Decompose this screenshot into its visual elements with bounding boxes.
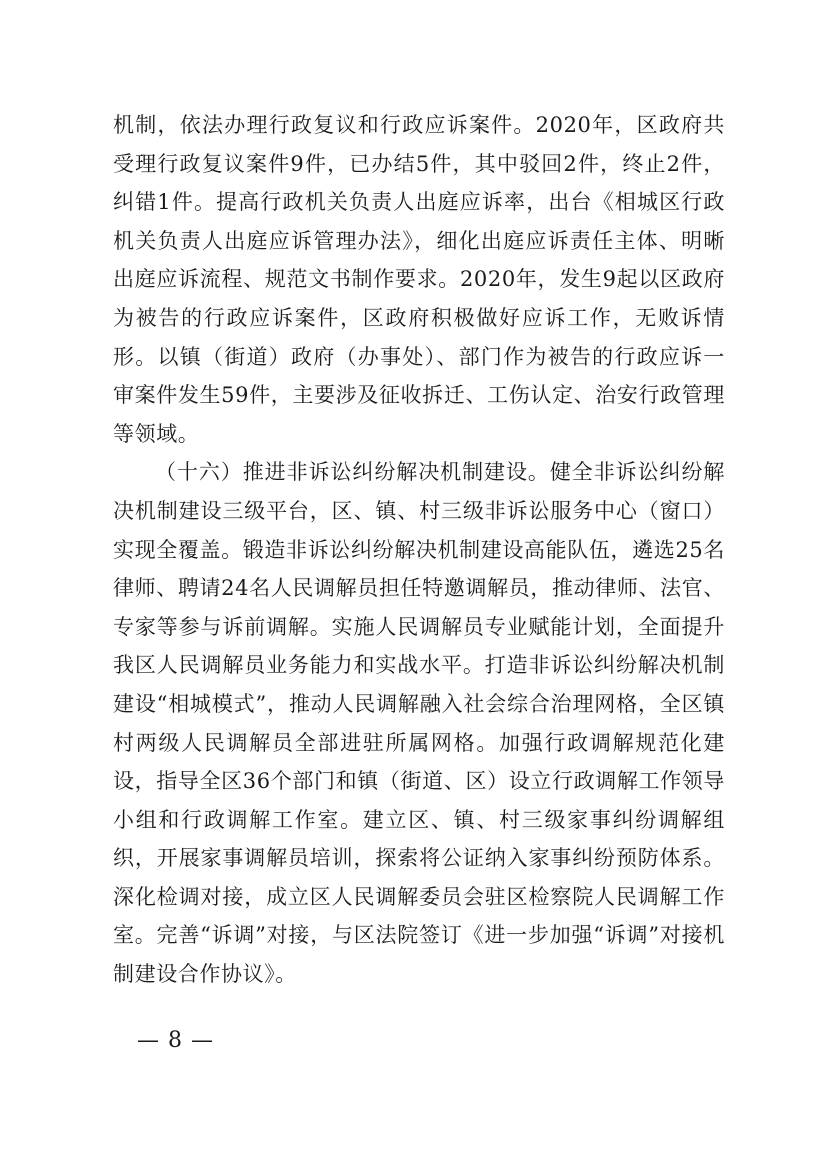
paragraph-administrative-litigation: 机制，依法办理行政复议和行政应诉案件。2020年，区政府共受理行政复议案件9件，已办结5件，其中驳回2件，终止2件，纠错1件。提高行政机关负责人出庭应诉率，出台《相城区行政机关负责人出庭应诉管理办法》，细化出庭应诉责任主体、明晰出庭应诉流程、规范文书制作要求。2020年，发生9起以区政府为被告的行政应诉案件，区政府积极做好应诉工作，无败诉情形。以镇（街道）政府（办事处）、部门作为被告的行政应诉一审案件发生59件，主要涉及征收拆迁、工伤认定、治安行政管理等领域。	[113, 113, 725, 446]
paragraph-non-litigation-dispute: （十六）推进非诉讼纠纷解决机制建设。健全非诉讼纠纷解决机制建设三级平台，区、镇、村三级非诉讼服务中心（窗口）实现全覆盖。锻造非诉讼纠纷解决机制建设高能队伍，遴选25名律师、聘请24名人民调解员担任特邀调解员，推动律师、法官、专家等参与诉前调解。实施人民调解员专业赋能计划，全面提升我区人民调解员业务能力和实战水平。打造非诉讼纠纷解决机制建设“相城模式”，推动人民调解融入社会综合治理网格，全区镇村两级人民调解员全部进驻所属网格。加强行政调解规范化建设，指导全区36个部门和镇（街道、区）设立行政调解工作领导小组和行政调解工作室。建立区、镇、村三级家事纠纷调解组织，开展家事调解员培训，探索将公证纳入家事纠纷预防体系。深化检调对接，成立区人民调解委员会驻区检察院人民调解工作室。完善“诉调”对接，与区法院签订《进一步加强“诉调”对接机制建设合作协议》。	[113, 460, 725, 987]
page-number: — 8 —	[137, 1028, 214, 1053]
body-text	[113, 106, 725, 994]
